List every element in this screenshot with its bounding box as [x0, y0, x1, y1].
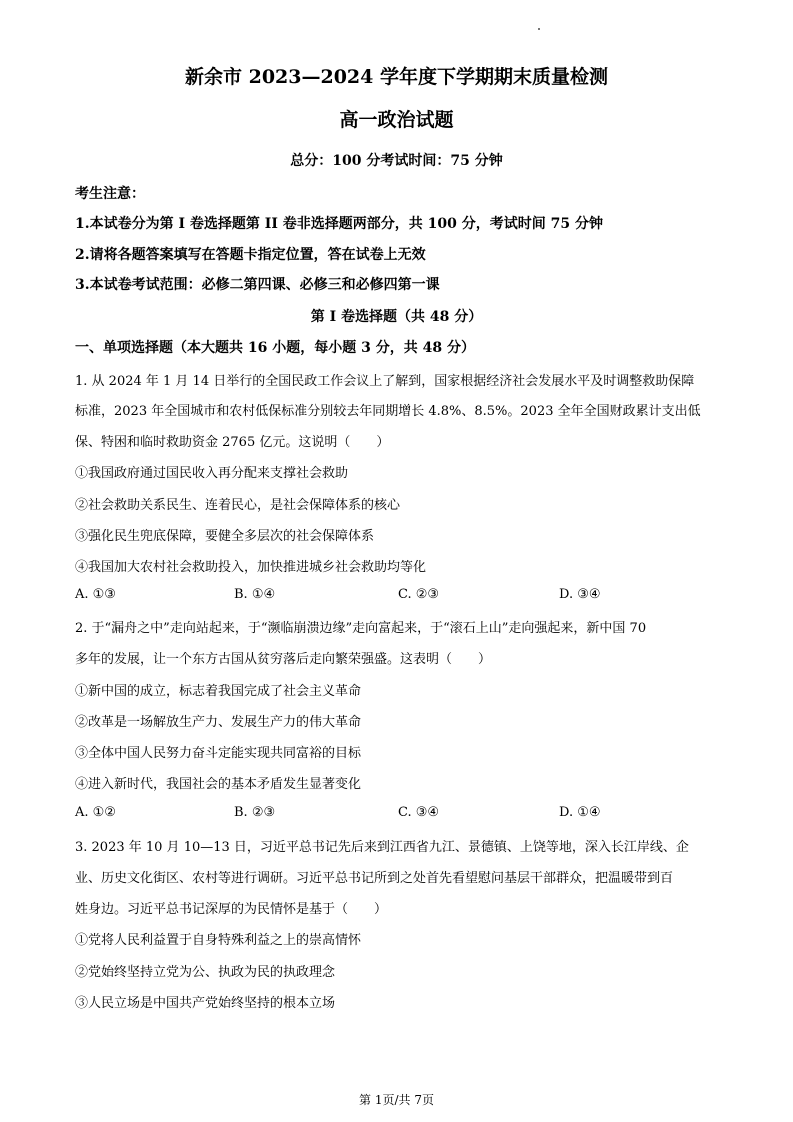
question-2-statement: ④进入新时代，我国社会的基本矛盾发生显著变化	[75, 777, 362, 792]
question-1-text: 1. 从 2024 年 1 月 14 日举行的全国民政工作会议上了解到，国家根据经济社会发展水平及时调整救助保障	[75, 374, 695, 389]
question-2-text: 多年的发展，让一个东方古国从贫穷落后走向繁荣强盛。这表明（ ）	[75, 652, 492, 667]
question-1-statement: ④我国加大农村社会救助投入，加快推进城乡社会救助均等化	[75, 560, 427, 575]
question-2-option-b: B. ②③	[234, 805, 276, 820]
scan-dot	[538, 28, 540, 30]
question-1-text: 保、特困和临时救助资金 2765 亿元。这说明（ ）	[75, 435, 390, 450]
question-3-text: 3. 2023 年 10 月 10—13 日，习近平总书记先后来到江西省九江、景德镇、上饶等地，深入长江岸线、企	[75, 840, 689, 855]
question-2-text: 2. 于“漏舟之中”走向站起来，于“濒临崩溃边缘”走向富起来，于“滚石上山”走向强起来，新中国 70	[75, 621, 647, 636]
question-1-statement: ①我国政府通过国民收入再分配来支撑社会救助	[75, 466, 349, 481]
question-1-statement: ②社会救助关系民生、连着民心，是社会保障体系的核心	[75, 498, 401, 513]
question-1-option-d: D. ③④	[559, 587, 601, 602]
question-3-text: 姓身边。习近平总书记深厚的为民情怀是基于（ ）	[75, 902, 388, 917]
exam-info: 总分：100 分考试时间：75 分钟	[290, 153, 503, 169]
question-3-statement: ②党始终坚持立党为公、执政为民的执政理念	[75, 965, 336, 980]
question-1-option-c: C. ②③	[398, 587, 440, 602]
notice-item: 1.本试卷分为第 I 卷选择题第 II 卷非选择题两部分，共 100 分，考试时间 75 分钟	[75, 216, 603, 232]
notice-item: 3.本试卷考试范围：必修二第四课、必修三和必修四第一课	[75, 277, 440, 293]
question-2-option-c: C. ③④	[398, 805, 440, 820]
part-title: 第 I 卷选择题（共 48 分）	[310, 309, 483, 325]
question-2-statement: ②改革是一场解放生产力、发展生产力的伟大革命	[75, 715, 362, 730]
exam-subject: 高一政治试题	[339, 109, 454, 131]
question-3-statement: ①党将人民利益置于自身特殊利益之上的崇高情怀	[75, 933, 362, 948]
question-3-statement: ③人民立场是中国共产党始终坚持的根本立场	[75, 996, 336, 1011]
page-number: 第 1页/共 7页	[359, 1093, 434, 1107]
question-1-option-a: A. ①③	[75, 587, 116, 602]
question-2-option-a: A. ①②	[75, 805, 116, 820]
exam-title: 新余市 2023—2024 学年度下学期期末质量检测	[185, 66, 608, 88]
question-1-statement: ③强化民生兜底保障，要健全多层次的社会保障体系	[75, 529, 375, 544]
question-2-option-d: D. ①④	[559, 805, 601, 820]
question-3-text: 业、历史文化街区、农村等进行调研。习近平总书记所到之处首先看望慰问基层干部群众，把温暖带到百	[75, 871, 674, 886]
notice-item: 2.请将各题答案填写在答题卡指定位置，答在试卷上无效	[75, 247, 426, 263]
question-2-statement: ①新中国的成立，标志着我国完成了社会主义革命	[75, 684, 362, 699]
question-1-text: 标准，2023 年全国城市和农村低保标准分别较去年同期增长 4.8%、8.5%。2023 全年全国财政累计支出低	[75, 404, 701, 419]
notice-heading: 考生注意：	[75, 186, 145, 202]
question-1-option-b: B. ①④	[234, 587, 276, 602]
question-2-statement: ③全体中国人民努力奋斗定能实现共同富裕的目标	[75, 746, 362, 761]
section-heading: 一、单项选择题（本大题共 16 小题，每小题 3 分，共 48 分）	[75, 340, 475, 356]
